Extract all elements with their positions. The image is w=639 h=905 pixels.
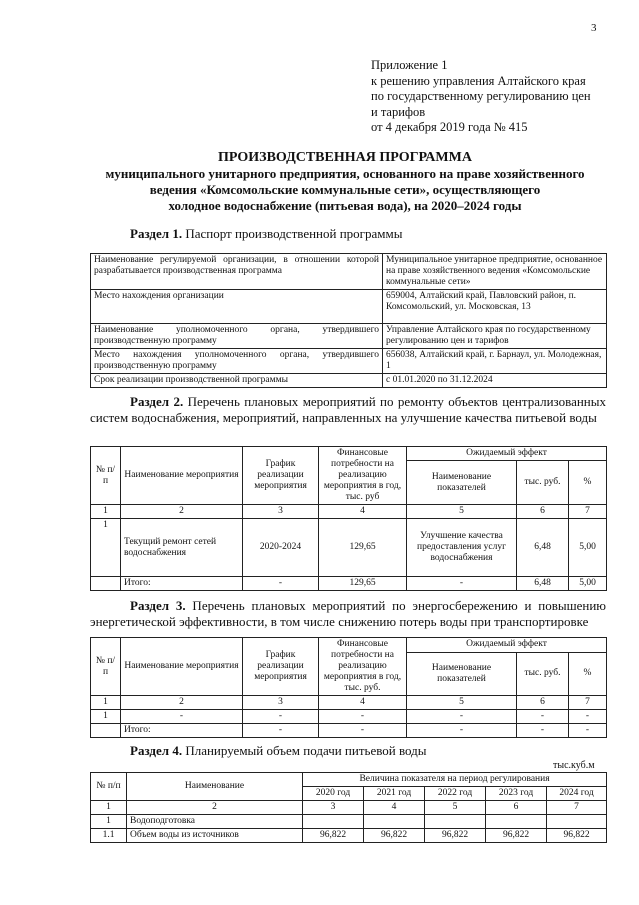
cell-num: 1 — [91, 815, 127, 829]
table-row — [91, 829, 607, 843]
appendix-line: по государственному регулированию цен — [371, 89, 591, 103]
col-number: 3 — [243, 696, 319, 710]
section2-heading — [90, 394, 606, 426]
header-percent: % — [569, 652, 607, 695]
col-number: 4 — [364, 801, 425, 815]
cell-name: - — [121, 710, 243, 724]
title-line: ПРОИЗВОДСТВЕННАЯ ПРОГРАММА — [218, 150, 472, 165]
appendix-line: от 4 декабря 2019 года № 415 — [371, 120, 528, 134]
section4-heading — [130, 743, 427, 759]
total-schedule: - — [243, 577, 319, 591]
table-row — [91, 710, 607, 724]
passport-label: Место нахождения уполномоченного органа, утвердившего производственную программу — [91, 349, 383, 374]
section4-label: Раздел 4. — [130, 743, 183, 758]
header-thousand: тыс. руб. — [517, 461, 569, 505]
header-indicator: Наименование показателей — [407, 461, 517, 505]
header-effect: Ожидаемый эффект — [407, 638, 607, 653]
water-volume-table — [90, 772, 607, 843]
cell-schedule: 2020-2024 — [243, 519, 319, 577]
page-number: 3 — [591, 22, 597, 34]
col-number: 7 — [547, 801, 607, 815]
cell-value — [547, 815, 607, 829]
passport-value: с 01.01.2020 по 31.12.2024 — [383, 374, 607, 388]
col-number: 4 — [319, 505, 407, 519]
section4-text: Планируемый объем подачи питьевой воды — [182, 743, 427, 758]
header-num: № п/п — [91, 447, 121, 505]
appendix-line: Приложение 1 — [371, 58, 448, 72]
header-num: № п/п — [91, 638, 121, 696]
section3-text: Перечень плановых мероприятий по энергосбережению и повышению энергетической эффективности, в том числе снижению потерь воды при транспортировке — [90, 598, 606, 629]
empty-cell — [91, 577, 121, 591]
passport-label: Место нахождения организации — [91, 290, 383, 324]
section3-label: Раздел 3. — [130, 598, 186, 613]
passport-value: 656038, Алтайский край, г. Барнаул, ул. Молодежная, 1 — [383, 349, 607, 374]
passport-value: Муниципальное унитарное предприятие, основанное на праве хозяйственного ведения «Комсомольские коммунальные сети» — [383, 254, 607, 290]
cell-value — [303, 815, 364, 829]
col-number: 1 — [91, 505, 121, 519]
cell-value: 96,822 — [547, 829, 607, 843]
table-row — [91, 254, 607, 290]
total-percent: 5,00 — [569, 577, 607, 591]
col-number: 2 — [121, 696, 243, 710]
table-row — [91, 290, 607, 324]
table-row — [91, 724, 607, 738]
header-finance: Финансовые потребности на реализацию мероприятия в год, тыс. руб. — [319, 638, 407, 696]
total-finance: 129,65 — [319, 577, 407, 591]
header-period: Величина показателя на период регулирования — [303, 773, 607, 787]
col-number: 1 — [91, 801, 127, 815]
cell-num: 1 — [91, 519, 121, 577]
section2-text: Перечень плановых мероприятий по ремонту объектов централизованных систем водоснабжения, мероприятий, направленных на улучшение качества питьевой воды — [90, 394, 606, 425]
energy-measures-table — [90, 637, 607, 738]
header-year: 2020 год — [303, 787, 364, 801]
cell-name: Текущий ремонт сетей водоснабжения — [121, 519, 243, 577]
header-thousand: тыс. руб. — [517, 652, 569, 695]
col-number: 6 — [517, 505, 569, 519]
col-number: 5 — [425, 801, 486, 815]
table-row — [91, 349, 607, 374]
repair-measures-table — [90, 446, 607, 591]
total-label: Итого: — [121, 724, 243, 738]
header-num: № п/п — [91, 773, 127, 801]
col-number: 5 — [407, 696, 517, 710]
passport-label: Наименование регулируемой организации, в отношении которой разрабатывается производственная программа — [91, 254, 383, 290]
table-row — [91, 773, 607, 787]
cell-finance: 129,65 — [319, 519, 407, 577]
passport-label: Наименование уполномоченного органа, утвердившего производственную программу — [91, 324, 383, 349]
unit-label: тыс.куб.м — [553, 760, 595, 771]
section1-heading — [130, 226, 402, 242]
appendix-block — [371, 58, 621, 136]
section1-text: Паспорт производственной программы — [182, 226, 403, 241]
header-year: 2021 год — [364, 787, 425, 801]
section2-label: Раздел 2. — [130, 394, 184, 409]
col-number: 2 — [121, 505, 243, 519]
col-number: 5 — [407, 505, 517, 519]
appendix-line: к решению управления Алтайского края — [371, 73, 586, 88]
header-year: 2022 год — [425, 787, 486, 801]
cell-indicator: - — [407, 710, 517, 724]
appendix-line: и тарифов — [371, 104, 426, 119]
header-percent: % — [569, 461, 607, 505]
cell-value: 96,822 — [364, 829, 425, 843]
table-row — [91, 519, 607, 577]
header-effect: Ожидаемый эффект — [407, 447, 607, 461]
header-year: 2023 год — [486, 787, 547, 801]
total-thousand: - — [517, 724, 569, 738]
passport-label: Срок реализации производственной программы — [91, 374, 383, 388]
cell-value — [364, 815, 425, 829]
cell-percent: 5,00 — [569, 519, 607, 577]
total-thousand: 6,48 — [517, 577, 569, 591]
total-percent: - — [569, 724, 607, 738]
total-label: Итого: — [121, 577, 243, 591]
table-row — [91, 696, 607, 710]
cell-percent: - — [569, 710, 607, 724]
header-name: Наименование мероприятия — [121, 638, 243, 696]
table-row — [91, 577, 607, 591]
cell-indicator: Улучшение качества предоставления услуг водоснабжения — [407, 519, 517, 577]
header-indicator: Наименование показателей — [407, 652, 517, 695]
passport-value: Управление Алтайского края по государственному регулированию цен и тарифов — [383, 324, 607, 349]
table-row — [91, 638, 607, 653]
header-finance: Финансовые потребности на реализацию мероприятия в год, тыс. руб — [319, 447, 407, 505]
cell-thousand: - — [517, 710, 569, 724]
section1-label: Раздел 1. — [130, 226, 183, 241]
header-schedule: График реализации мероприятия — [243, 447, 319, 505]
passport-value: 659004, Алтайский край, Павловский район, п. Комсомольский, ул. Московская, 13 — [383, 290, 607, 324]
cell-value: 96,822 — [425, 829, 486, 843]
cell-schedule: - — [243, 710, 319, 724]
empty-cell — [91, 724, 121, 738]
cell-num: 1.1 — [91, 829, 127, 843]
header-name: Наименование мероприятия — [121, 447, 243, 505]
col-number: 6 — [486, 801, 547, 815]
cell-name: Водоподготовка — [127, 815, 303, 829]
table-row — [91, 815, 607, 829]
cell-finance: - — [319, 710, 407, 724]
passport-table — [90, 253, 607, 388]
cell-value: 96,822 — [486, 829, 547, 843]
cell-name: Объем воды из источников — [127, 829, 303, 843]
document-title — [80, 150, 610, 214]
table-row — [91, 801, 607, 815]
col-number: 7 — [569, 505, 607, 519]
col-number: 3 — [303, 801, 364, 815]
col-number: 4 — [319, 696, 407, 710]
header-year: 2024 год — [547, 787, 607, 801]
cell-num: 1 — [91, 710, 121, 724]
total-indicator: - — [407, 577, 517, 591]
total-indicator: - — [407, 724, 517, 738]
section3-heading — [90, 598, 606, 630]
table-row — [91, 324, 607, 349]
title-line: муниципального унитарного предприятия, основанного на праве хозяйственного — [105, 166, 585, 181]
col-number: 6 — [517, 696, 569, 710]
total-schedule: - — [243, 724, 319, 738]
cell-thousand: 6,48 — [517, 519, 569, 577]
col-number: 3 — [243, 505, 319, 519]
table-row — [91, 447, 607, 461]
table-row — [91, 374, 607, 388]
cell-value: 96,822 — [303, 829, 364, 843]
header-schedule: График реализации мероприятия — [243, 638, 319, 696]
table-row — [91, 505, 607, 519]
title-line: холодное водоснабжение (питьевая вода), на 2020–2024 годы — [168, 198, 522, 213]
cell-value — [486, 815, 547, 829]
col-number: 1 — [91, 696, 121, 710]
header-name: Наименование — [127, 773, 303, 801]
col-number: 2 — [127, 801, 303, 815]
title-line: ведения «Комсомольские коммунальные сети», осуществляющего — [149, 182, 541, 197]
cell-value — [425, 815, 486, 829]
total-finance: - — [319, 724, 407, 738]
col-number: 7 — [569, 696, 607, 710]
